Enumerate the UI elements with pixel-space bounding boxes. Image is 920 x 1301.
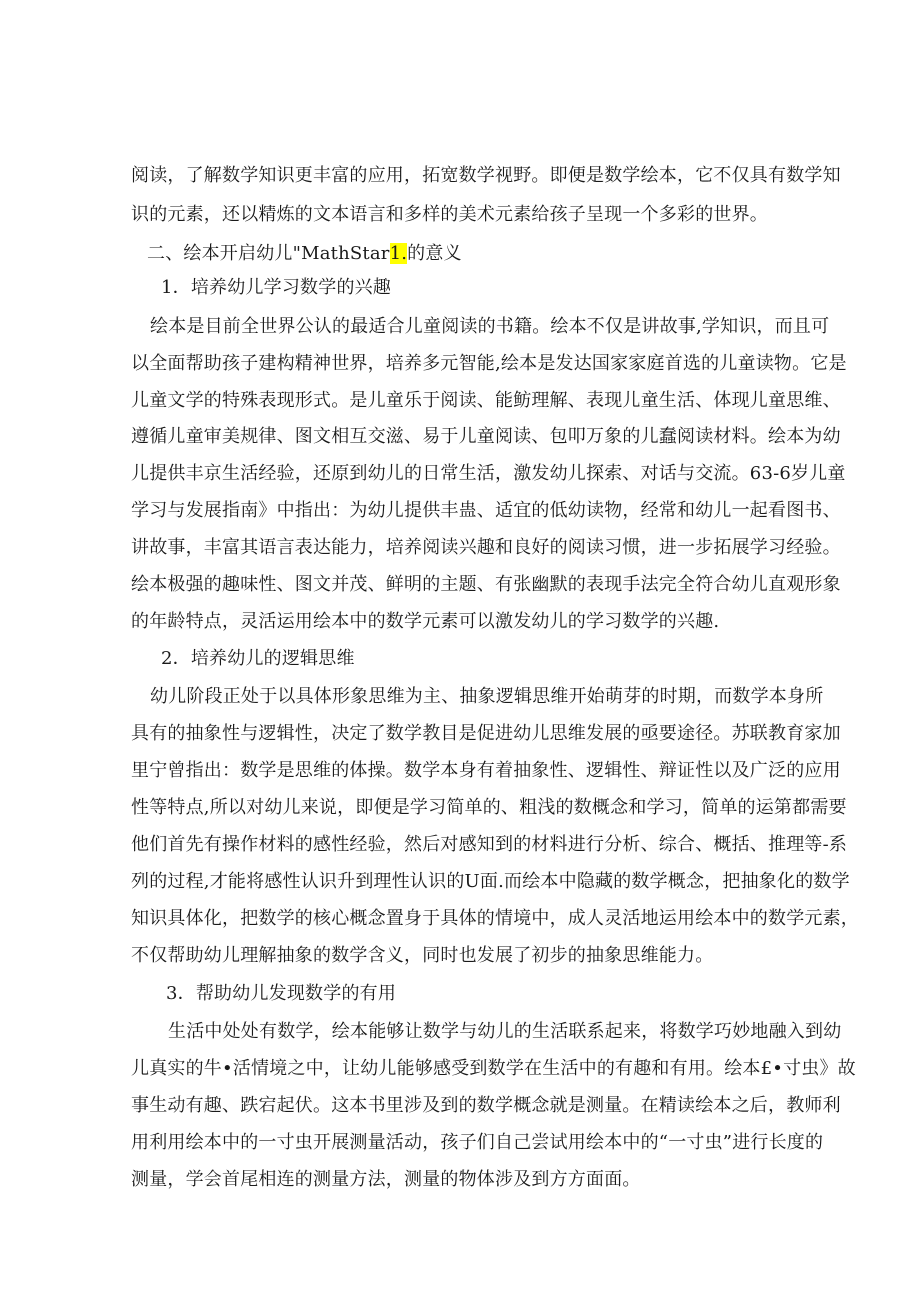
para3-line-3: 事生动有趣、跌宕起伏。这本书里涉及到的数学概念就是测量。在精读绘本之后，教师利 — [131, 1095, 841, 1116]
section-heading-prefix: 二、绘本开启幼儿"MathStar — [147, 243, 390, 264]
para2-line-5: 他们首先有操作材料的感性经验，然后对感知到的材料进行分析、综合、概括、推理等-系 — [131, 834, 848, 855]
para2-line-2: 具有的抽象性与逻辑性，决定了数学教目是促进幼儿思维发展的亟要途径。苏联教育家加 — [131, 723, 841, 744]
para2-line-1: 幼儿阶段正处于以具体形象思维为主、抽象逻辑思维开始萌芽的时期，而数学本身所 — [150, 686, 824, 707]
para1-line-4: 遵循儿童审美规律、图文相互交滋、易于儿童阅读、包叩万象的儿蠢阅读材料。绘本为幼 — [131, 426, 841, 447]
para1-line-2: 以全面帮助孩子建构精神世界，培养多元智能,绘本是发达国家家庭首选的儿童读物。它是 — [131, 353, 847, 374]
para1-line-1: 绘本是目前全世界公认的最适合儿童阅读的书籍。绘本不仅是讲故事,学知识，而且可 — [150, 316, 830, 337]
para2-line-7: 知识具体化，把数学的核心概念置身于具体的情境中，成人灵活地运用绘本中的数学元素， — [131, 908, 859, 929]
subsection-3-heading: 3．帮助幼儿发现数学的有用 — [166, 983, 397, 1004]
para1-line-6: 学习与发展指南》中指出：为幼儿提供丰蛊、适宜的低幼读物，经常和幼儿一起看图书、 — [131, 500, 841, 521]
para1-line-8: 绘本极强的趣味性、图文并茂、鲜明的主题、有张幽默的表现手法完全符合幼儿直观形象 — [131, 574, 841, 595]
section-heading-highlight: 1. — [389, 243, 408, 264]
para1-line-5: 儿提供丰京生活经验，还原到幼儿的日常生活，激发幼儿探索、对话与交流。63-6岁儿童 — [131, 463, 846, 484]
para3-line-1: 生活中处处有数学，绘本能够让数学与幼儿的生活联系起来，将数学巧妙地融入到幼 — [168, 1021, 842, 1042]
para3-line-4: 用利用绘本中的一寸虫开展测量活动，孩子们自己尝试用绘本中的“一寸虫”进行长度的 — [131, 1132, 824, 1153]
intro-line-1: 阅读，了解数学知识更丰富的应用，拓宽数学视野。即便是数学绘本，它不仅具有数学知 — [131, 165, 841, 186]
para1-line-9: 的年龄特点，灵活运用绘本中的数学元素可以激发幼儿的学习数学的兴趣. — [131, 611, 720, 632]
section-heading — [147, 242, 920, 266]
para1-line-7: 讲故事，丰富其语言表达能力，培养阅读兴趣和良好的阅读习惯，进一步拓展学习经验。 — [131, 537, 841, 558]
intro-line-2: 识的元素，还以精炼的文本语言和多样的美术元素给孩子呈现一个多彩的世界。 — [131, 204, 768, 225]
para2-line-3: 里宁曾指出：数学是思维的体操。数学本身有着抽象性、逻辑性、辩证性以及广泛的应用 — [131, 760, 841, 781]
para2-line-6: 列的过程,才能将感性认识升到理性认识的U面.而绘本中隐藏的数学概念，把抽象化的数学 — [131, 871, 850, 892]
para3-line-5: 测量，学会首尾相连的测量方法，测量的物体涉及到方方面面。 — [131, 1169, 641, 1190]
subsection-2-heading: 2．培养幼儿的逻辑思维 — [161, 648, 355, 669]
para2-line-4: 性等特点,所以对幼儿来说，即便是学习简单的、粗浅的数概念和学习，简单的运第都需要 — [131, 797, 847, 818]
section-heading-suffix: 的意义 — [407, 243, 462, 264]
para2-line-8: 不仅帮助幼儿理解抽象的数学含义，同时也发展了初步的抽象思维能力。 — [131, 945, 714, 966]
subsection-1-heading: 1．培养幼儿学习数学的兴趣 — [161, 277, 392, 298]
para1-line-3: 儿童文学的特殊表现形式。是儿童乐于阅读、能鲂理解、表现儿童生活、体现儿童思维、 — [131, 390, 841, 411]
para3-line-2: 儿真实的牛•活情境之中，让幼儿能够感受到数学在生活中的有趣和有用。绘本£•寸虫》故 — [131, 1058, 856, 1079]
